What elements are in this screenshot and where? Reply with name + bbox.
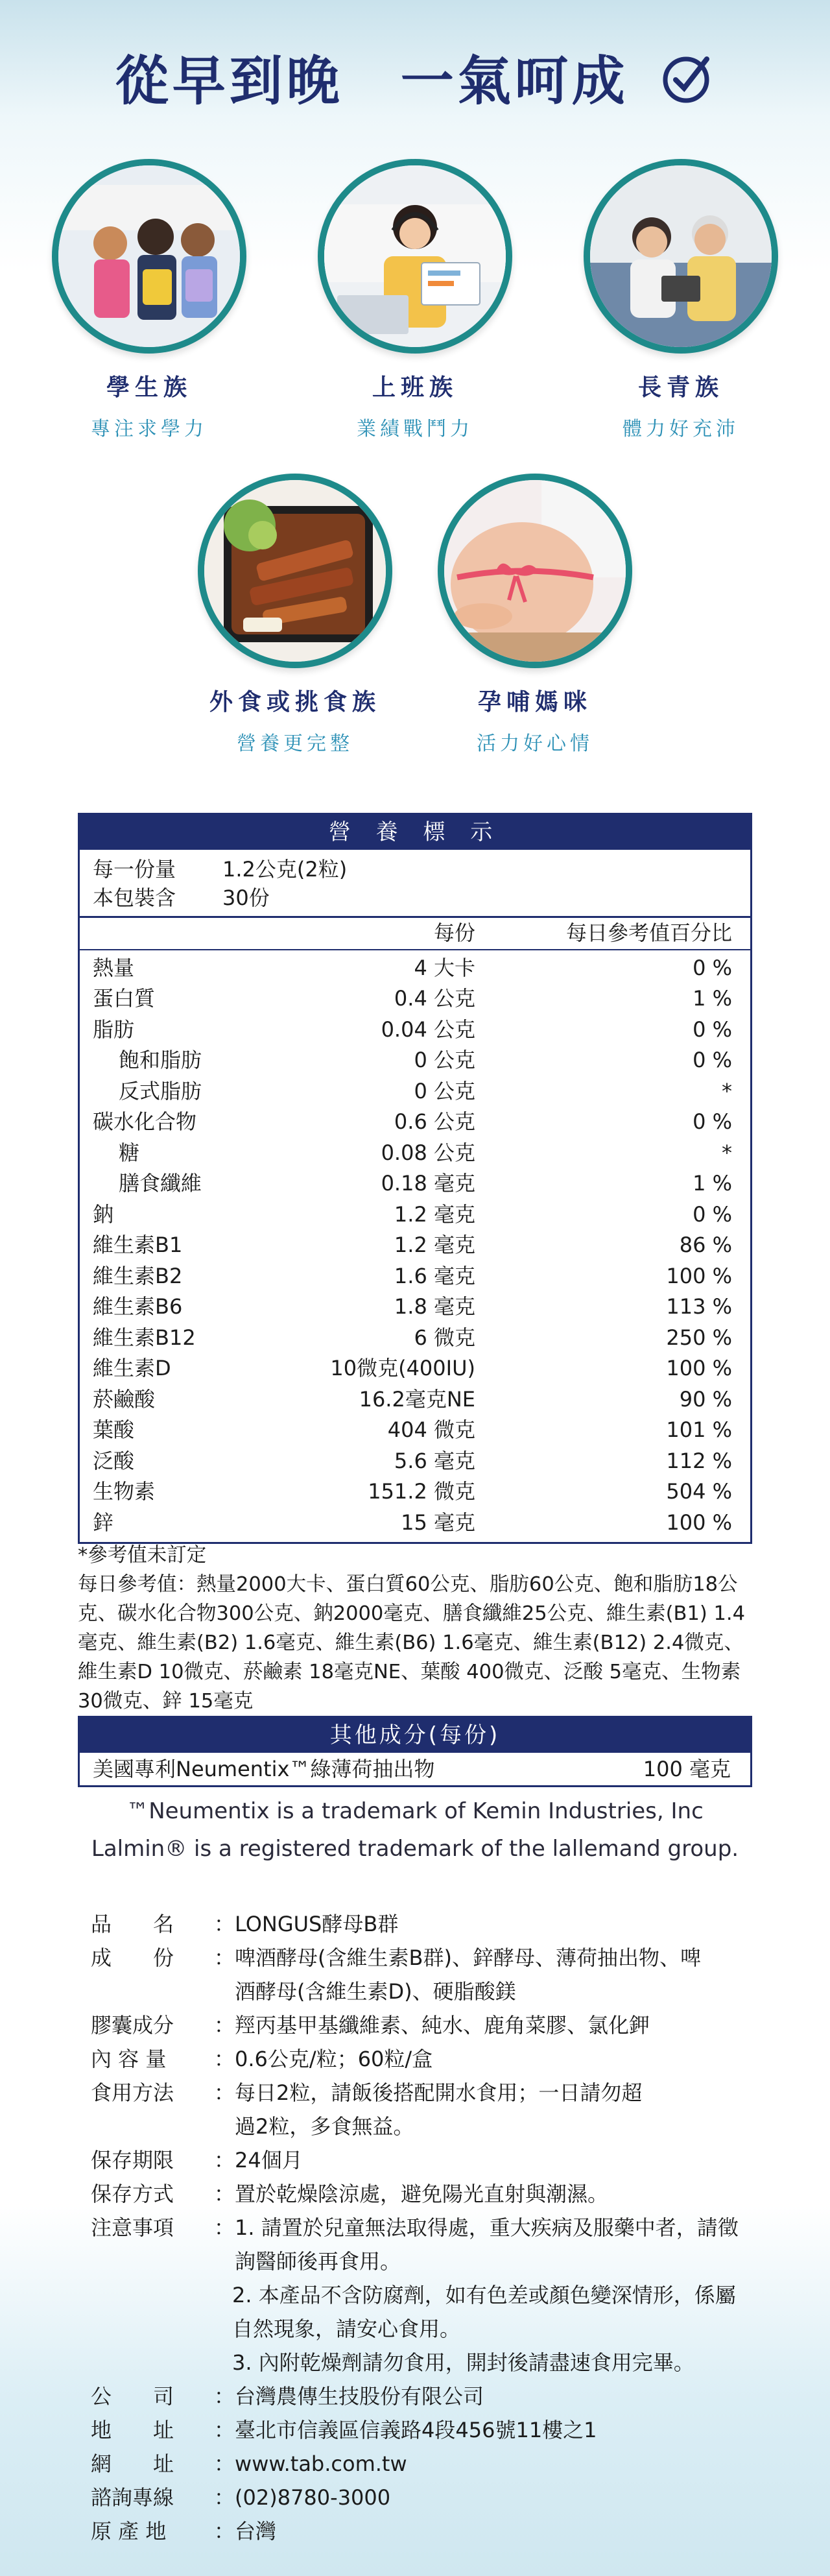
nutrient-amount: 1.8 毫克 — [394, 1294, 475, 1319]
office-worker-photo — [318, 159, 512, 354]
spec-row: 保存期限 ： 24個月 — [91, 2143, 765, 2177]
nutrient-amount: 0 公克 — [414, 1078, 475, 1103]
nutrient-name: 飽和脂肪 — [119, 1048, 202, 1072]
nutrient-daily-percent: 504 % — [666, 1479, 732, 1504]
reference-undefined-note: *參考值未訂定 — [78, 1544, 207, 1567]
spec-value: 1. 請置於兒童無法取得處，重大疾病及服藥中者，請徵詢醫師後再食用。 — [235, 2215, 739, 2274]
nutrition-rows — [80, 950, 750, 1543]
nutrient-amount: 1.2 毫克 — [394, 1233, 475, 1257]
nutrition-row — [80, 1138, 750, 1169]
spec-value: 台灣農傳生技股份有限公司 — [235, 2384, 484, 2409]
nutrition-row — [80, 1508, 750, 1539]
servings-per-pack-label: 本包裝含 — [93, 885, 176, 910]
nutrition-serving-info — [80, 850, 750, 918]
nutrient-daily-percent: 100 % — [666, 1356, 732, 1380]
spec-key: 保存方式 — [91, 2182, 174, 2206]
spec-value: 2. 本產品不含防腐劑，如有色差或顏色變深情形，係屬自然現象，請安心食用。 — [232, 2283, 736, 2341]
persona-office-worker — [311, 159, 519, 441]
spec-row: 注意事項 ： 1. 請置於兒童無法取得處，重大疾病及服藥中者，請徵詢醫師後再食用。 — [91, 2211, 765, 2278]
nutrient-amount: 404 微克 — [387, 1417, 475, 1442]
spec-value: 3. 內附乾燥劑請勿食用，開封後請盡速食用完畢。 — [232, 2350, 694, 2375]
column-daily-value: 每日參考值百分比 — [565, 921, 732, 945]
nutrition-row — [80, 1199, 750, 1231]
persona-tagline: 營養更完整 — [237, 732, 353, 755]
trademark-lalmin: Lalmin® is a registered trademark of the lallemand group. — [91, 1836, 739, 1862]
persona-tagline: 業績戰鬥力 — [357, 418, 473, 440]
spec-value: 置於乾燥陰涼處，避免陽光直射與潮濕。 — [235, 2182, 609, 2206]
serving-size-value: 1.2公克(2粒) — [222, 857, 348, 882]
spec-value: 台灣 — [235, 2519, 277, 2544]
nutrient-daily-percent: 250 % — [666, 1325, 732, 1350]
daily-reference-note: 每日參考值：熱量2000大卡、蛋白質60公克、脂肪60公克、飽和脂肪18公克、碳水化合物300公克、鈉2000毫克、膳食纖維25公克、維生素(B1) 1.4毫克、維生素(B2) 1.6毫克、維生素(B6) 1.6毫克、維生素(B12) 2.4微克、維生素D 10微克、菸鹼素 18毫克NE、葉酸 400微克、泛酸 5毫克、生物素 30微克、鋅 15毫克 — [78, 1573, 745, 1713]
persona-pregnant-mom — [431, 474, 639, 756]
spec-key: 內 容 量 — [91, 2047, 167, 2071]
nutrition-row — [80, 953, 750, 984]
spec-value: 羥丙基甲基纖維素、純水、鹿角菜膠、氯化鉀 — [235, 2013, 650, 2038]
hero-title-row — [0, 39, 830, 119]
nutrient-name: 膳食纖維 — [119, 1171, 202, 1196]
nutrient-name: 維生素B12 — [93, 1325, 196, 1350]
spec-row: 食用方法 ： 每日2粒，請飯後搭配開水食用；一日請勿超過2粒，多食無益。 — [91, 2076, 765, 2143]
ingredient-amount: 100 毫克 — [643, 1757, 731, 1781]
persona-tagline: 體力好充沛 — [622, 418, 739, 440]
persona-student — [45, 159, 253, 441]
persona-tagline: 活力好心情 — [477, 732, 593, 755]
nutrient-name: 葉酸 — [93, 1417, 135, 1442]
spec-key: 諮詢專線 — [91, 2485, 174, 2510]
nutrient-daily-percent: 0 % — [693, 1109, 732, 1134]
nutrient-daily-percent: * — [722, 1078, 732, 1103]
spec-key — [91, 2278, 214, 2346]
spec-key: 地 址 — [91, 2418, 174, 2442]
servings-per-pack-value: 30份 — [222, 885, 270, 910]
nutrient-daily-percent: 86 % — [679, 1233, 732, 1257]
nutrient-amount: 151.2 微克 — [368, 1479, 475, 1504]
nutrient-name: 熱量 — [93, 955, 135, 980]
spec-row: 內 容 量 ： 0.6公克/粒；60粒/盒 — [91, 2042, 765, 2076]
nutrient-amount: 4 大卡 — [414, 955, 475, 980]
nutrient-daily-percent: 1 % — [693, 1171, 732, 1196]
nutrition-column-header — [80, 918, 750, 950]
nutrition-row — [80, 1415, 750, 1446]
spec-value: (02)8780-3000 — [235, 2485, 391, 2510]
spec-key: 成 份 — [91, 1945, 174, 1970]
nutrient-name: 脂肪 — [93, 1017, 135, 1042]
nutrition-row — [80, 1076, 750, 1107]
spec-row: 品 名 ： LONGUS酵母B群 — [91, 1907, 765, 1941]
spec-key: 膠囊成分 — [91, 2013, 174, 2038]
persona-name: 學生族 — [106, 374, 192, 401]
nutrition-row — [80, 1446, 750, 1477]
nutrient-name: 蛋白質 — [93, 986, 156, 1011]
nutrient-name: 泛酸 — [93, 1448, 135, 1473]
nutrient-daily-percent: 100 % — [666, 1263, 732, 1288]
spec-value: 啤酒酵母(含維生素B群)、鋅酵母、薄荷抽出物、啤酒酵母(含維生素D)、硬脂酸鎂 — [235, 1945, 701, 2004]
spec-row: 原 產 地 ： 台灣 — [91, 2514, 765, 2548]
nutrient-name: 糖 — [119, 1140, 140, 1165]
spec-key: 品 名 — [91, 1912, 174, 1936]
nutrition-row — [80, 1015, 750, 1046]
nutrient-amount: 0.04 公克 — [381, 1017, 475, 1042]
spec-key: 公 司 — [91, 2384, 174, 2409]
nutrient-name: 碳水化合物 — [93, 1109, 197, 1134]
nutrition-row — [80, 1353, 750, 1384]
nutrient-amount: 5.6 毫克 — [394, 1448, 475, 1473]
trademark-neumentix: ™Neumentix is a trademark of Kemin Industries, Inc — [126, 1798, 704, 1824]
nutrient-name: 鋅 — [93, 1510, 114, 1535]
nutrient-daily-percent: 0 % — [693, 1017, 732, 1042]
column-per-serving: 每份 — [433, 921, 475, 945]
spec-value: 臺北市信義區信義路4段456號11樓之1 — [235, 2418, 597, 2442]
spec-value: 0.6公克/粒；60粒/盒 — [235, 2047, 433, 2071]
persona-name: 上班族 — [372, 374, 458, 401]
spec-value: 24個月 — [235, 2148, 303, 2173]
spec-key: 原 產 地 — [91, 2519, 167, 2544]
spec-value: 每日2粒，請飯後搭配開水食用；一日請勿超過2粒，多食無益。 — [235, 2080, 643, 2139]
nutrient-amount: 15 毫克 — [401, 1510, 475, 1535]
nutrient-daily-percent: 112 % — [666, 1448, 732, 1473]
nutrient-amount: 0.08 公克 — [381, 1140, 475, 1165]
spec-row: 公 司 ： 台灣農傳生技股份有限公司 — [91, 2379, 765, 2413]
spec-row — [91, 2346, 765, 2379]
nutrient-name: 維生素D — [93, 1356, 171, 1380]
nutrition-row — [80, 1384, 750, 1415]
nutrient-daily-percent: * — [722, 1140, 732, 1165]
spec-value: www.tab.com.tw — [235, 2451, 407, 2476]
spec-row: 成 份 ： 啤酒酵母(含維生素B群)、鋅酵母、薄荷抽出物、啤酒酵母(含維生素D)、硬脂酸鎂 — [91, 1941, 765, 2008]
spec-key: 食用方法 — [91, 2080, 174, 2105]
spec-row — [91, 2278, 765, 2346]
persona-name: 外食或挑食族 — [209, 689, 381, 716]
nutrition-title: 營 養 標 示 — [80, 815, 750, 850]
nutrient-daily-percent: 0 % — [693, 955, 732, 980]
nutrient-name: 生物素 — [93, 1479, 156, 1504]
nutrition-row — [80, 1230, 750, 1261]
nutrient-amount: 10微克(400IU) — [330, 1356, 475, 1380]
spec-row: 膠囊成分 ： 羥丙基甲基纖維素、純水、鹿角菜膠、氯化鉀 — [91, 2008, 765, 2042]
spec-key: 注意事項 — [91, 2215, 174, 2240]
nutrition-row — [80, 1107, 750, 1138]
other-ingredients-table — [78, 1716, 752, 1787]
senior-couple-photo — [584, 159, 778, 354]
nutrition-row — [80, 1045, 750, 1076]
nutrient-amount: 0 公克 — [414, 1048, 475, 1072]
nutrient-daily-percent: 101 % — [666, 1417, 732, 1442]
nutrient-name: 維生素B2 — [93, 1263, 183, 1288]
product-spec-list — [91, 1907, 765, 2548]
spec-row: 諮詢專線 ： (02)8780-3000 — [91, 2481, 765, 2514]
nutrient-daily-percent: 90 % — [679, 1386, 732, 1412]
nutrient-daily-percent: 100 % — [666, 1510, 732, 1535]
nutrient-daily-percent: 113 % — [666, 1294, 732, 1319]
nutrition-row — [80, 1476, 750, 1508]
nutrient-amount: 16.2毫克NE — [359, 1386, 475, 1412]
persona-tagline: 專注求學力 — [91, 418, 208, 440]
nutrient-amount: 0.4 公克 — [394, 986, 475, 1011]
ingredient-name: 美國專利Neumentix™綠薄荷抽出物 — [93, 1757, 435, 1781]
nutrient-amount: 1.6 毫克 — [394, 1263, 475, 1288]
persona-name: 孕哺媽咪 — [477, 689, 592, 716]
nutrient-name: 維生素B1 — [93, 1233, 183, 1257]
page-title: 從早到晚 一氣呵成 — [115, 51, 629, 112]
bento-meal-photo — [198, 474, 392, 668]
nutrient-amount: 6 微克 — [414, 1325, 475, 1350]
other-ingredient-row — [80, 1753, 750, 1785]
nutrient-name: 菸鹼酸 — [93, 1386, 156, 1412]
nutrient-daily-percent: 0 % — [693, 1048, 732, 1072]
nutrient-name: 鈉 — [93, 1201, 114, 1227]
persona-eating-out — [191, 474, 399, 756]
other-ingredients-title: 其他成分(每份) — [80, 1718, 750, 1753]
student-photo — [52, 159, 246, 354]
spec-key — [91, 2346, 214, 2379]
nutrition-row — [80, 1323, 750, 1354]
nutrient-daily-percent: 1 % — [693, 986, 732, 1011]
nutrient-name: 維生素B6 — [93, 1294, 183, 1319]
spec-row: 網 址 ： www.tab.com.tw — [91, 2447, 765, 2481]
nutrient-amount: 0.18 毫克 — [381, 1171, 475, 1196]
nutrition-row — [80, 983, 750, 1015]
spec-key: 網 址 — [91, 2451, 174, 2476]
check-circle-icon — [660, 51, 715, 119]
spec-key: 保存期限 — [91, 2148, 174, 2173]
spec-row: 地 址 ： 臺北市信義區信義路4段456號11樓之1 — [91, 2413, 765, 2447]
nutrition-notes — [78, 1541, 752, 1716]
spec-row: 保存方式 ： 置於乾燥陰涼處，避免陽光直射與潮濕。 — [91, 2177, 765, 2211]
nutrition-row — [80, 1261, 750, 1292]
nutrition-facts-table — [78, 813, 752, 1544]
nutrition-row — [80, 1168, 750, 1199]
spec-value: LONGUS酵母B群 — [235, 1912, 399, 1936]
nutrient-amount: 1.2 毫克 — [394, 1201, 475, 1227]
nutrition-row — [80, 1292, 750, 1323]
nutrient-name: 反式脂肪 — [119, 1078, 202, 1103]
persona-senior — [577, 159, 785, 441]
pregnant-belly-photo — [438, 474, 632, 668]
nutrient-daily-percent: 0 % — [693, 1201, 732, 1227]
persona-name: 長青族 — [637, 374, 724, 401]
serving-size-label: 每一份量 — [93, 857, 176, 882]
nutrient-amount: 0.6 公克 — [394, 1109, 475, 1134]
